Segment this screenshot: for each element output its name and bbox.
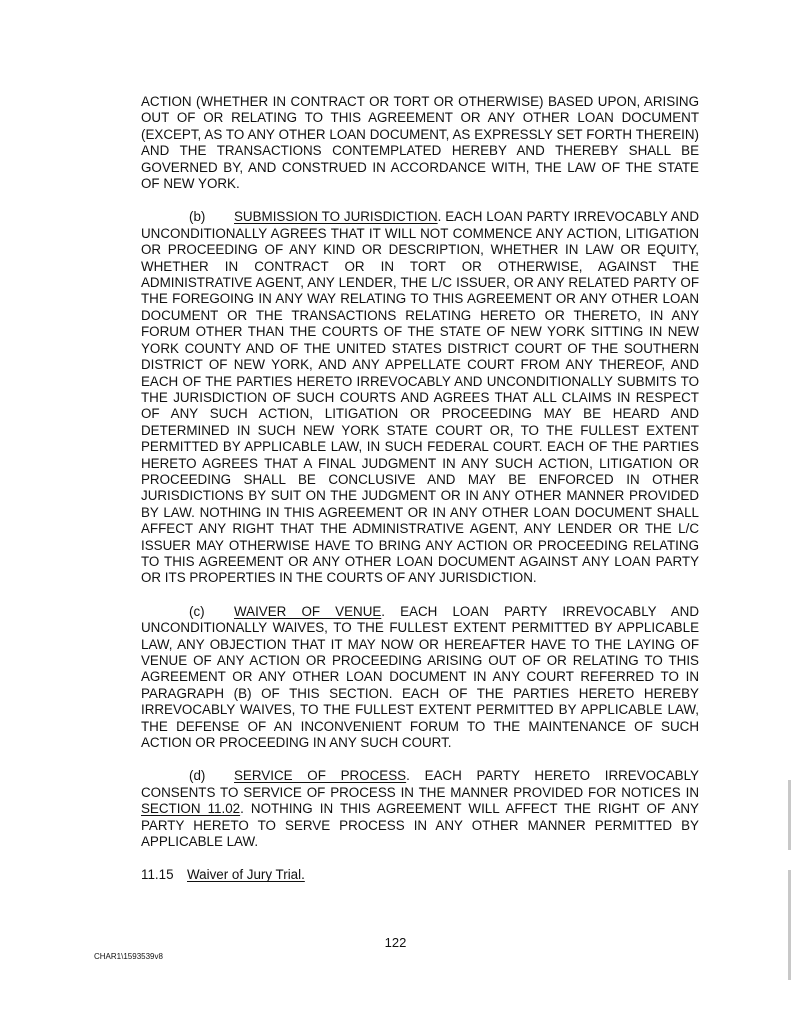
section-11-15-heading xyxy=(141,867,699,883)
section-title: Waiver of Jury Trial. xyxy=(187,867,305,883)
document-id: CHAR1\1593539v8 xyxy=(94,952,163,961)
section-number: 11.15 xyxy=(141,867,174,883)
paragraph-d-label: (d) xyxy=(189,768,206,784)
paragraph-d-heading: SERVICE OF PROCESS xyxy=(234,768,407,784)
paragraph-c-heading: WAIVER OF VENUE xyxy=(234,603,382,619)
paragraph-b-heading: SUBMISSION TO JURISDICTION xyxy=(234,209,438,225)
page-number: 122 xyxy=(384,935,407,950)
paragraph-d-text-after-reference: . NOTHING IN THIS AGREEMENT WILL AFFECT THE RIGHT OF ANY PARTY HERETO TO SERVE PROCESS IN ANY OTHER MANNER PERMITTED BY APPLICABLE LAW. xyxy=(141,801,699,850)
continued-paragraph: ACTION (WHETHER IN CONTRACT OR TORT OR OTHERWISE) BASED UPON, ARISING OUT OF OR RELATING TO THIS AGREEMENT OR ANY OTHER LOAN DOCUMENT (EXCEPT, AS TO ANY OTHER LOAN DOCUMENT, AS EXPRESSLY SET FORTH THEREIN) AND THE TRANSACTIONS CONTEMPLATED HEREBY AND THEREBY SHALL BE GOVERNED BY, AND CONSTRUED IN ACCORDANCE WITH, THE LAW OF THE STATE OF NEW YORK. xyxy=(141,94,699,192)
paragraph-c-text: . EACH LOAN PARTY IRREVOCABLY AND UNCONDITIONALLY WAIVES, TO THE FULLEST EXTENT PERMITTED BY APPLICABLE LAW, ANY OBJECTION THAT IT MAY NOW OR HEREAFTER HAVE TO THE LAYING OF VENUE OF ANY ACTION OR PROCEEDING ARISING OUT OF OR RELATING TO THIS AGREEMENT OR ANY OTHER LOAN DOCUMENT IN ANY COURT REFERRED TO IN PARAGRAPH (B) OF THIS SECTION. EACH OF THE PARTIES HERETO HEREBY IRREVOCABLY WAIVES, TO THE FULLEST EXTENT PERMITTED BY APPLICABLE LAW, THE DEFENSE OF AN INCONVENIENT FORUM TO THE MAINTENANCE OF SUCH ACTION OR PROCEEDING IN ANY SUCH COURT. xyxy=(141,603,699,751)
paragraph-c-label: (c) xyxy=(189,603,205,619)
paragraph-b-label: (b) xyxy=(189,209,206,225)
paragraph-d-service-of-process xyxy=(141,768,699,850)
paragraph-b-submission-to-jurisdiction xyxy=(141,209,699,586)
paragraph-c-waiver-of-venue xyxy=(141,604,699,752)
paragraph-d-text-before-reference: . EACH PARTY HERETO IRREVOCABLY CONSENTS TO SERVICE OF PROCESS IN THE MANNER PROVIDED FOR NOTICES IN xyxy=(141,768,699,800)
section-11-02-reference: SECTION 11.02 xyxy=(141,801,241,817)
document-body xyxy=(141,94,699,884)
paragraph-b-text: . EACH LOAN PARTY IRREVOCABLY AND UNCONDITIONALLY AGREES THAT IT WILL NOT COMMENCE ANY ACTION, LITIGATION OR PROCEEDING OF ANY KIND OR DESCRIPTION, WHETHER IN LAW OR EQUITY, WHETHER IN CONTRACT OR IN TORT OR OTHERWISE, AGAINST THE ADMINISTRATIVE AGENT, ANY LENDER, THE L/C ISSUER, OR ANY RELATED PARTY OF THE FOREGOING IN ANY WAY RELATING TO THIS AGREEMENT OR ANY OTHER LOAN DOCUMENT OR THE TRANSACTIONS RELATING HERETO OR THERETO, IN ANY FORUM OTHER THAN THE COURTS OF THE STATE OF NEW YORK SITTING IN NEW YORK COUNTY AND OF THE UNITED STATES DISTRICT COURT OF THE SOUTHERN DISTRICT OF NEW YORK, AND ANY APPELLATE COURT FROM ANY THEREOF, AND EACH OF THE PARTIES HERETO IRREVOCABLY AND UNCONDITIONALLY SUBMITS TO THE JURISDICTION OF SUCH COURTS AND AGREES THAT ALL CLAIMS IN RESPECT OF ANY SUCH ACTION, LITIGATION OR PROCEEDING MAY BE HEARD AND DETERMINED IN SUCH NEW YORK STATE COURT OR, TO THE FULLEST EXTENT PERMITTED BY APPLICABLE LAW, IN SUCH FEDERAL COURT. EACH OF THE PARTIES HERETO AGREES THAT A FINAL JUDGMENT IN ANY SUCH ACTION, LITIGATION OR PROCEEDING SHALL BE CONCLUSIVE AND MAY BE ENFORCED IN OTHER JURISDICTIONS BY SUIT ON THE JUDGMENT OR IN ANY OTHER MANNER PROVIDED BY LAW. NOTHING IN THIS AGREEMENT OR IN ANY OTHER LOAN DOCUMENT SHALL AFFECT ANY RIGHT THAT THE ADMINISTRATIVE AGENT, ANY LENDER OR THE L/C ISSUER MAY OTHERWISE HAVE TO BRING ANY ACTION OR PROCEEDING RELATING TO THIS AGREEMENT OR ANY OTHER LOAN DOCUMENT AGAINST ANY LOAN PARTY OR ITS PROPERTIES IN THE COURTS OF ANY JURISDICTION. xyxy=(141,209,700,586)
